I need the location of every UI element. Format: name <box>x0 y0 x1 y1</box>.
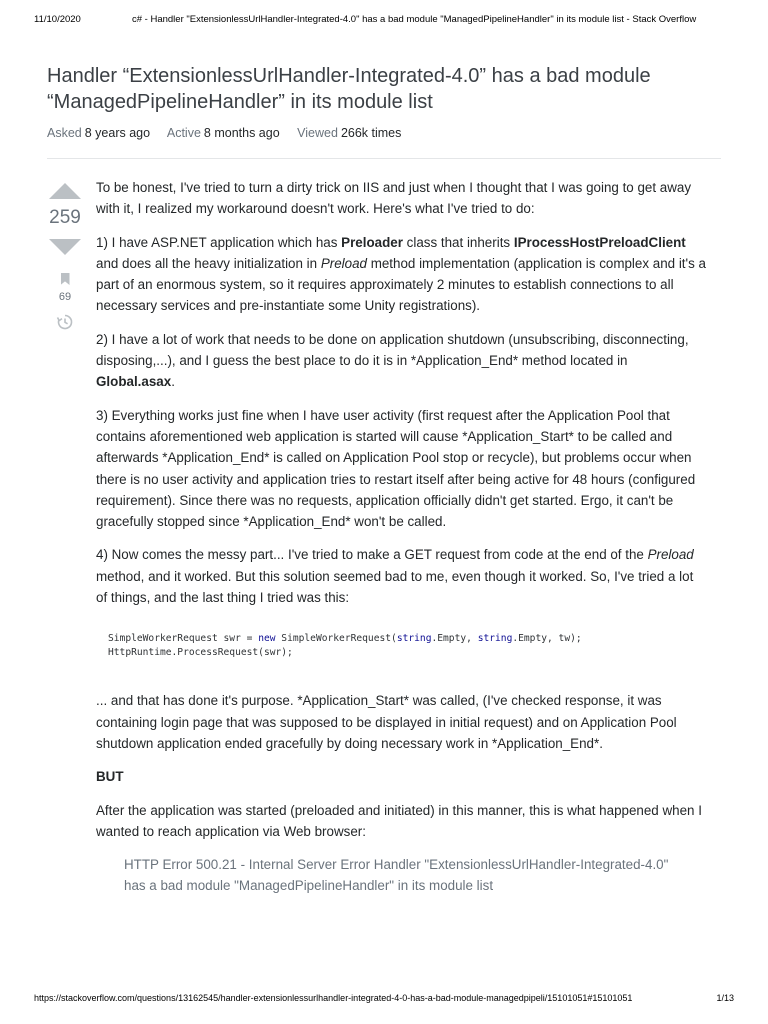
code-token: SimpleWorkerRequest( <box>275 633 397 645</box>
print-page-title: c# - Handler "ExtensionlessUrlHandler-Integrated-4.0" has a bad module "ManagedPipelineHandler" in its module list - Stack Overflow <box>132 14 697 25</box>
viewed-value: 266k times <box>340 126 402 140</box>
text: . <box>171 374 175 390</box>
bookmark-count: 69 <box>58 291 72 303</box>
downvote-icon[interactable] <box>49 239 81 255</box>
active-label: Active <box>166 126 201 140</box>
viewed-label: Viewed <box>297 126 338 140</box>
print-footer <box>34 993 734 1003</box>
paragraph-3: 3) Everything works just fine when I have user activity (first request after the Application Pool that contains aforementioned web application is started will cause *Application_Start* to be called and afterwards *Application_End* is called on Application Pool stop or recycle), but problems occur when there is no user activity and application tries to restart itself after being active for 48 hours (configured requirement). Since there was no requests, application officially didn't get started. Ergo, it can't be gracefully stopped since *Application_End* won't be called. <box>96 407 696 530</box>
code-keyword: string <box>396 633 432 645</box>
code-term-preloader: Preloader <box>341 234 403 250</box>
code-line-2: HttpRuntime.ProcessRequest(swr); <box>108 647 293 659</box>
code-token: .Empty, <box>431 633 478 645</box>
paragraph-but <box>96 766 706 787</box>
emphasis-but: BUT <box>96 769 124 785</box>
code-block[interactable] <box>96 620 706 672</box>
active-value[interactable]: 8 months ago <box>203 126 280 140</box>
code-line-1 <box>108 633 582 644</box>
emphasis-preload: Preload <box>647 547 694 563</box>
asked-label: Asked <box>47 126 82 140</box>
paragraph-4 <box>96 544 706 608</box>
code-term-global-asax: Global.asax <box>96 374 172 390</box>
bookmark-icon[interactable] <box>61 273 70 285</box>
code-token: SimpleWorkerRequest swr = <box>108 633 259 645</box>
paragraph-5: ... and that has done it's purpose. *Application_Start* was called, (I've checked response, it was containing login page that was supposed to be displayed in initial request) and on Application Pool shutdown application ended gracefully by doing necessary work in *Application_End*. <box>96 693 677 751</box>
vote-count: 259 <box>49 207 81 228</box>
print-date: 11/10/2020 <box>34 14 81 25</box>
code-keyword: string <box>477 633 513 645</box>
question-meta <box>47 126 415 140</box>
header-divider <box>47 158 721 159</box>
code-token: .Empty, tw); <box>512 633 582 645</box>
text: 2) I have a lot of work that needs to be done on application shutdown (unsubscribing, disconnecting, disposing,...), and I guess the best place to do it is in *Application_End* method located in <box>96 331 689 369</box>
paragraph-1 <box>96 232 706 317</box>
print-url: https://stackoverflow.com/questions/13162545/handler-extensionlessurlhandler-integrated-4-0-has-a-bad-module-managedpipeli/15101051#15101051 <box>34 993 633 1003</box>
text: class that inherits <box>402 234 514 250</box>
upvote-icon[interactable] <box>49 183 81 199</box>
text: 4) Now comes the messy part... I've tried to make a GET request from code at the end of the <box>96 547 648 563</box>
paragraph-6: After the application was started (preloaded and initiated) in this manner, this is what happened when I wanted to reach application via Web browser: <box>96 802 702 839</box>
text: and does all the heavy initialization in <box>96 255 321 271</box>
question-title[interactable]: Handler “ExtensionlessUrlHandler-Integrated-4.0” has a bad module “ManagedPipelineHandler” in its module list <box>47 65 651 113</box>
text: method, and it worked. But this solution seemed bad to me, even though it worked. So, I've tried a lot of things, and the last thing I tried was this: <box>96 568 694 606</box>
text: method implementation (application is complex and it's a part of an enormous system, so it requires approximately 2 minutes to establish connections to all necessary services and pre-instantiate some Unity registrations). <box>96 255 706 314</box>
question-body <box>96 177 706 897</box>
asked-value: 8 years ago <box>84 126 151 140</box>
emphasis-preload: Preload <box>320 255 367 271</box>
page-number: 1/13 <box>716 993 734 1003</box>
vote-cell <box>44 183 86 336</box>
text: 1) I have ASP.NET application which has <box>96 234 342 250</box>
code-keyword: new <box>258 633 276 645</box>
code-term-iprocesshostpreloadclient: IProcessHostPreloadClient <box>513 234 686 250</box>
history-icon[interactable] <box>56 313 74 331</box>
paragraph-intro: To be honest, I've tried to turn a dirty trick on IIS and just when I thought that I was going to get away with it, I realized my workaround doesn't work. Here's what I've tried to do: <box>96 180 692 217</box>
error-quote: HTTP Error 500.21 - Internal Server Error Handler "ExtensionlessUrlHandler-Integrated-4.0" has a bad module "ManagedPipelineHandler" in its module list <box>124 857 669 894</box>
paragraph-2 <box>96 329 706 393</box>
